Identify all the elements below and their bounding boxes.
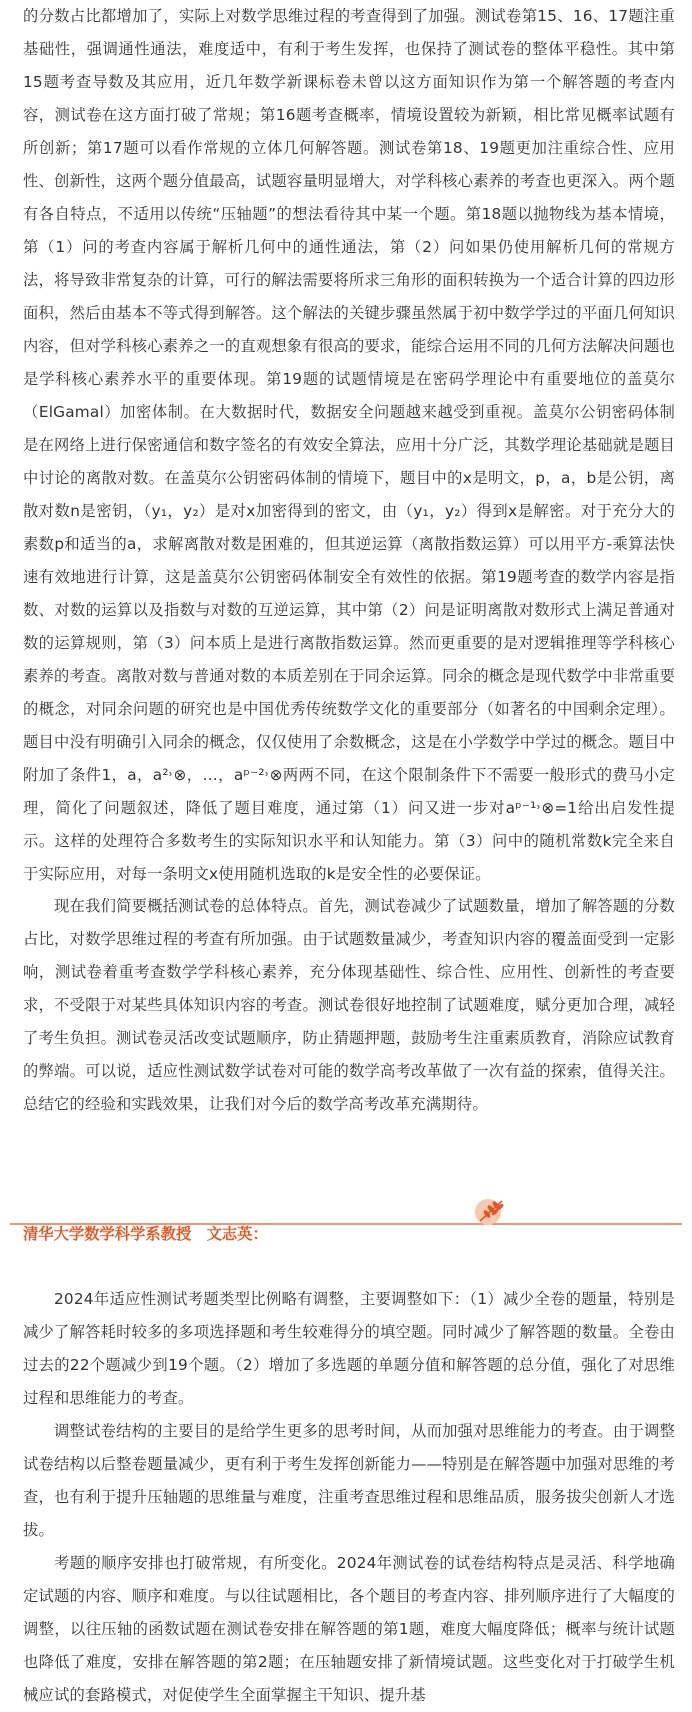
wheat-sprig-icon — [475, 1199, 505, 1225]
section-divider — [10, 1195, 682, 1225]
article-body-top — [23, 0, 675, 891]
article-body-bottom — [23, 1283, 675, 1712]
paragraph-4: 调整试卷结构的主要目的是给学生更多的思考时间，从而加强对思维能力的考查。由于调整试卷结构以后整卷题量减少，更有利于考生发挥创新能力——特别是在解答题中加强对思维的考查，也有利于提升压轴题的思维量与难度，注重考查思维过程和思维品质，服务拔尖创新人才选拔。 — [23, 1422, 675, 1539]
paragraph-5: 考题的顺序安排也打破常规，有所变化。2024年测试卷的试卷结构特点是灵活、科学地确定试题的内容、顺序和难度。与以往试题相比，各个题目的考查内容、排列顺序进行了大幅度的调整，以往压轴的函数试题在测试卷安排在解答题的第1题，难度大幅度降低；概率与统计试题也降低了难度，安排在解答题的第2题；在压轴题安排了新情境试题。这些变化对于打破学生机械应试的套路模式，对促使学生全面掌握主干知识、提升基 — [23, 1554, 675, 1704]
article-summary — [23, 890, 675, 1121]
paragraph-2: 现在我们简要概括测试卷的总体特点。首先，测试卷减少了试题数量，增加了解答题的分数占比，对数学思维过程的考查有所加强。由于试题数量减少，考查知识内容的覆盖面受到一定影响，测试卷着重考查数学学科核心素养，充分体现基础性、综合性、应用性、创新性的考查要求，不受限于对某些具体知识内容的考查。测试卷很好地控制了试题难度，赋分更加合理，减轻了考生负担。测试卷灵活改变试题顺序，防止猜题押题，鼓励考生注重素质教育，消除应试教育的弊端。可以说，适应性测试数学试卷对可能的数学高考改革做了一次有益的探索，值得关注。总结它的经验和实践效果，让我们对今后的数学高考改革充满期待。 — [23, 897, 675, 1113]
paragraph-1: 的分数占比都增加了，实际上对数学思维过程的考查得到了加强。测试卷第15、16、17题注重基础性，强调通性通法，难度适中，有利于考生发挥，也保持了测试卷的整体平稳性。其中第15题考查导数及其应用，近几年数学新课标卷未曾以这方面知识作为第一个解答题的考查内容，测试卷在这方面打破了常规；第16题考查概率，情境设置较为新颖，相比常见概率试题有所创新；第17题可以看作常规的立体几何解答题。测试卷第18、19题更加注重综合性、应用性、创新性，这两个题分值最高，试题容量明显增大，对学科核心素养的考查也更深入。两个题有各自特点，不适用以传统“压轴题”的想法看待其中某一个题。第18题以抛物线为基本情境，第（1）问的考查内容属于解析几何中的通性通法，第（2）问如果仍使用解析几何的常规方法，将导致非常复杂的计算，可行的解法需要将所求三角形的面积转换为一个适合计算的四边形面积，然后由基本不等式得到解答。这个解法的关键步骤虽然属于初中数学学过的平面几何知识内容，但对学科核心素养之一的直观想象有很高的要求，能综合运用不同的几何方法解决问题也是学科核心素养水平的重要体现。第19题的试题情境是在密码学理论中有重要地位的盖莫尔（ElGamal）加密体制。在大数据时代，数据安全问题越来越受到重视。盖莫尔公钥密码体制是在网络上进行保密通信和数字签名的有效安全算法，应用十分广泛，其数学理论基础就是题目中讨论的离散对数。在盖莫尔公钥密码体制的情境下，题目中的x是明文，p，a，b是公钥，离散对数n是密钥，（y₁，y₂）是对x加密得到的密文，由（y₁，y₂）得到x是解密。对于充分大的素数p和适当的a，求解离散对数是困难的，但其逆运算（离散指数运算）可以用平方-乘算法快速有效地进行计算，这是盖莫尔公钥密码体制安全有效性的依据。第19题考查的数学内容是指数、对数的运算以及指数与对数的互逆运算，其中第（2）问是证明离散对数形式上满足普通对数的运算规则，第（3）问本质上是进行离散指数运算。然而更重要的是对逻辑推理等学科核心素养的考查。离散对数与普通对数的本质差别在于同余运算。同余的概念是现代数学中非常重要的概念，对同余问题的研究也是中国优秀传统数学文化的重要部分（如著名的中国剩余定理）。题目中没有明确引入同余的概念，仅仅使用了余数概念，这是在小学数学中学过的概念。题目中附加了条件1，a，a²˒⊗，…，aᵖ⁻²˒⊗两两不同，在这个限制条件下不需要一般形式的费马小定理，简化了问题叙述，降低了题目难度，通过第（1）问又进一步对aᵖ⁻¹˒⊗=1给出启发性提示。这样的处理符合多数考生的实际知识水平和认知能力。第（3）问中的随机常数k完全来自于实际应用，对每一条明文x使用随机选取的k是安全性的必要保证。 — [23, 7, 675, 883]
paragraph-3: 2024年适应性测试考题类型比例略有调整，主要调整如下：（1）减少全卷的题量，特别是减少了解答耗时较多的多项选择题和考生较难得分的填空题。同时减少了解答题的数量。全卷由过去的22个题减少到19个题。（2）增加了多选题的单题分值和解答题的总分值，强化了对思维过程和思维能力的考查。 — [23, 1290, 675, 1407]
speaker-heading: 清华大学数学科学系教授 文志英： — [23, 1225, 268, 1243]
